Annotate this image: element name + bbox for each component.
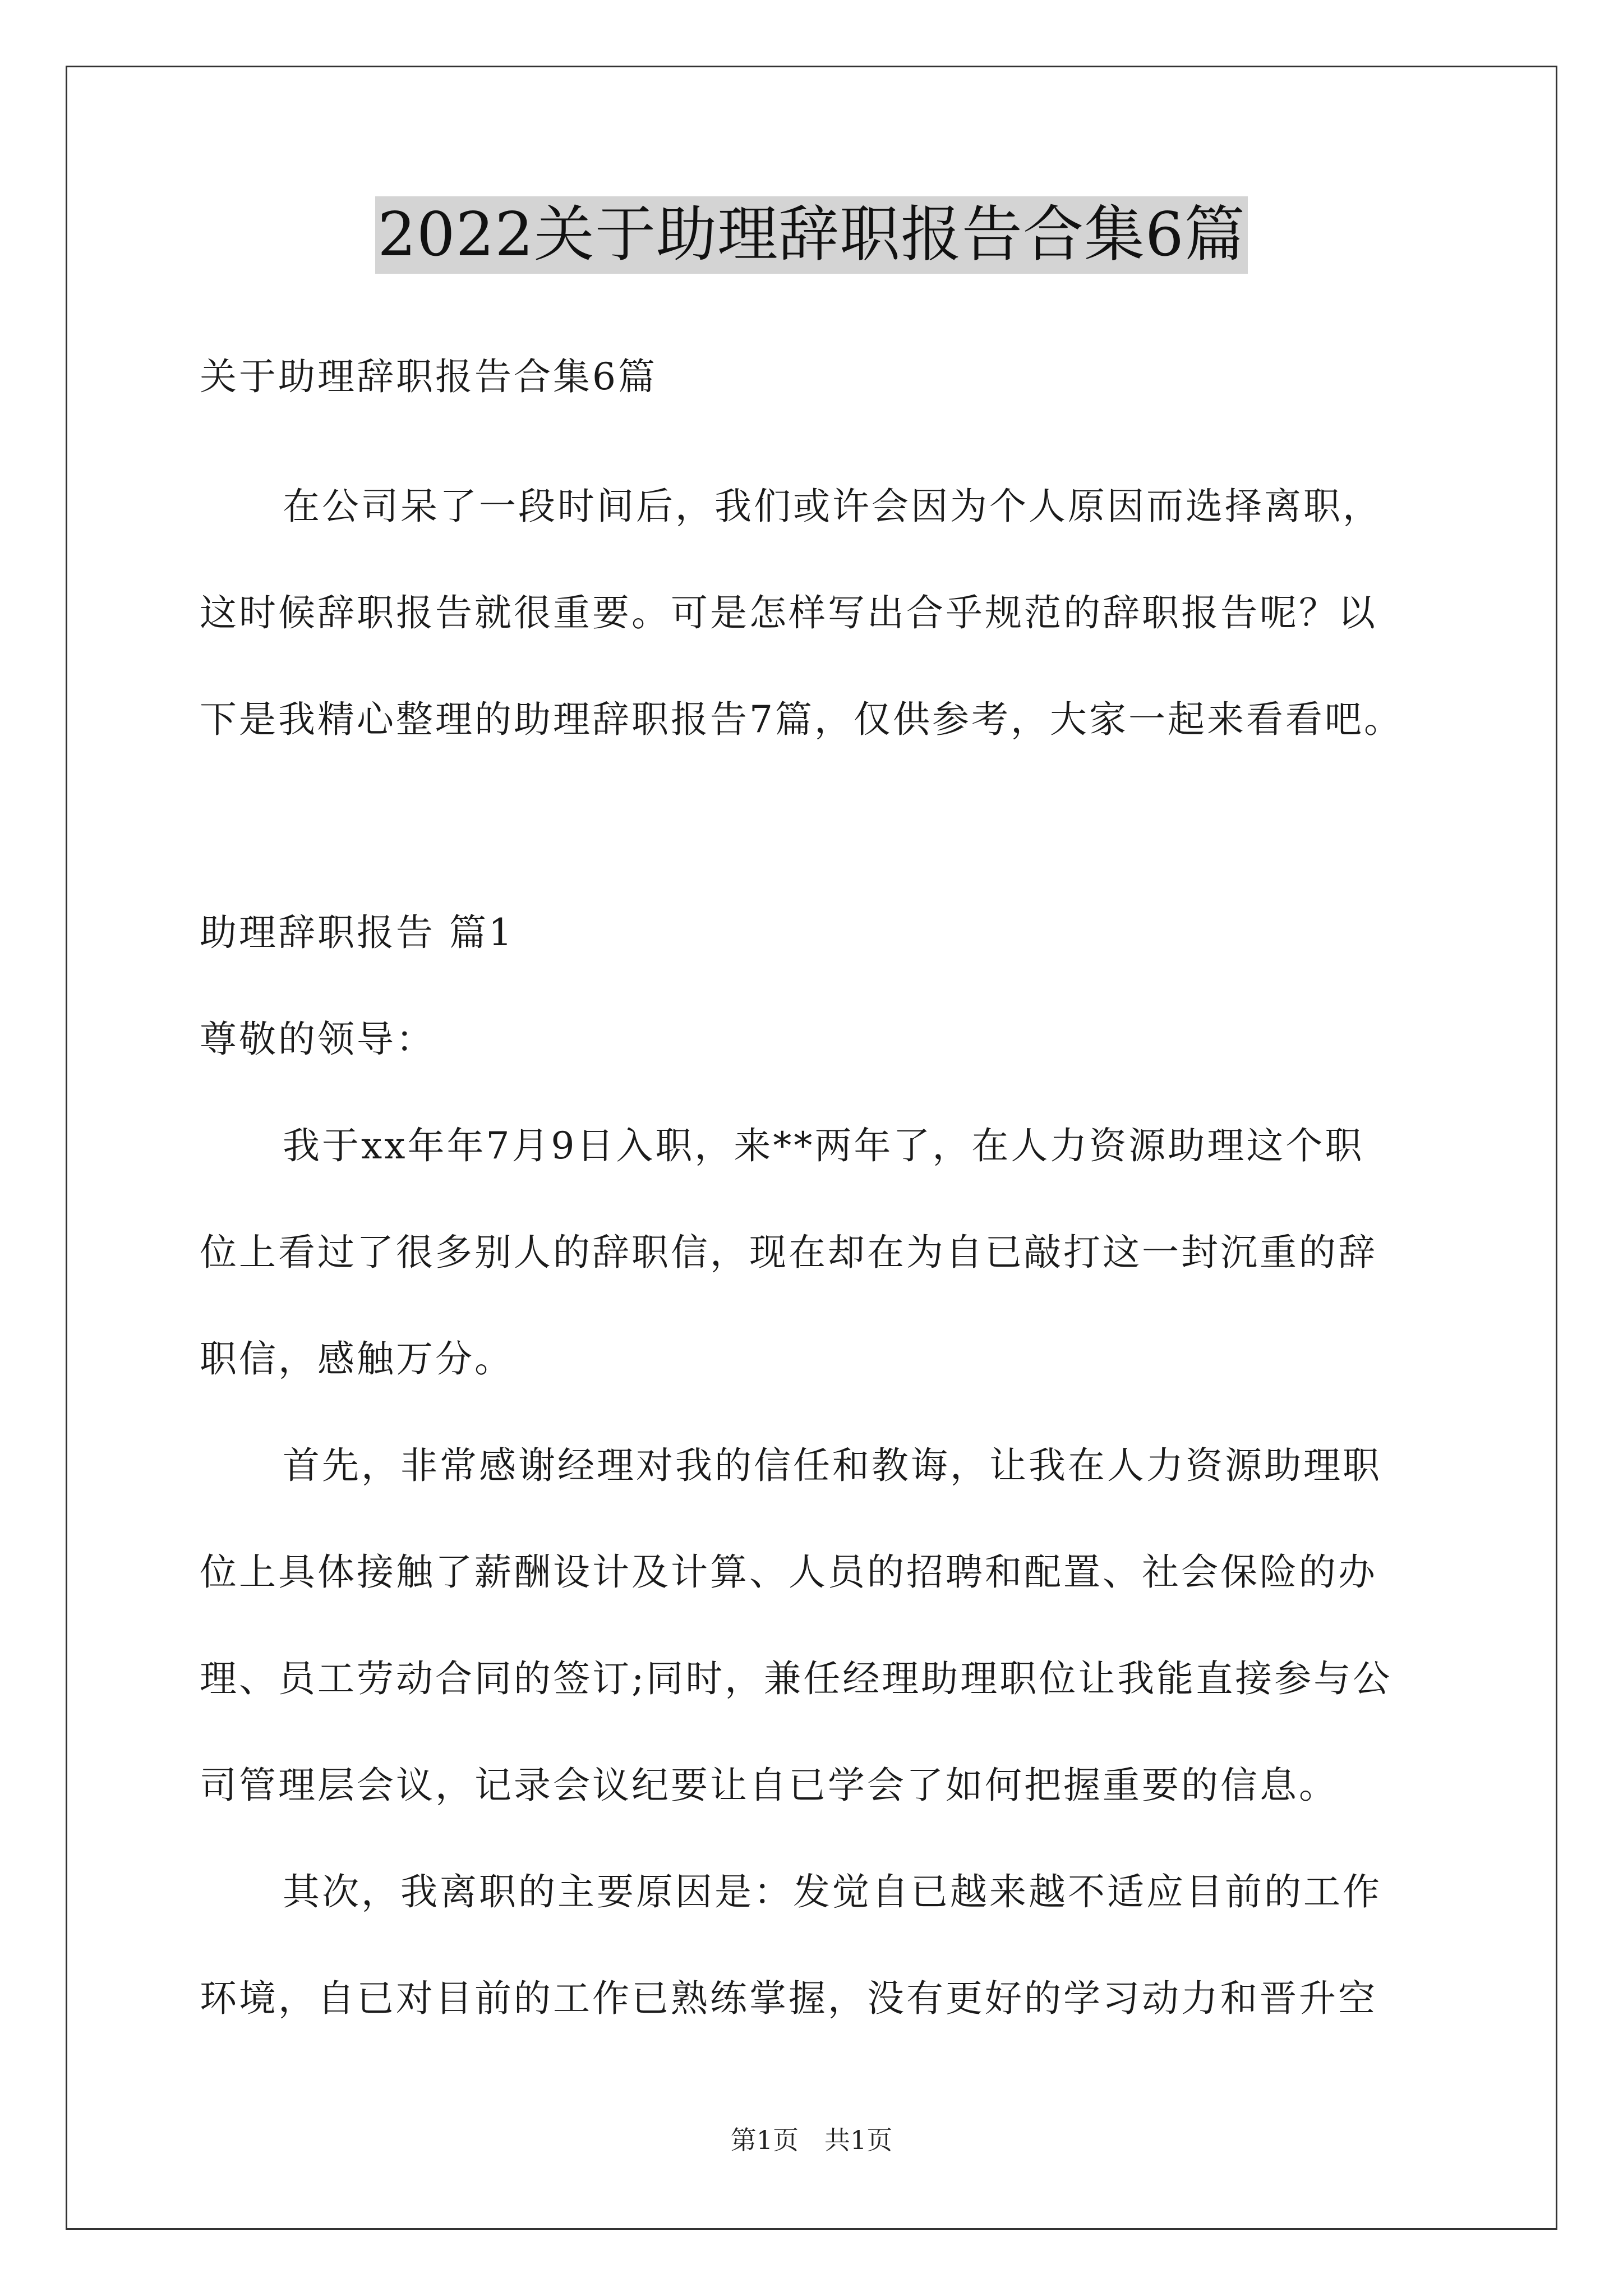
document-title: 2022关于助理辞职报告合集6篇 <box>375 196 1248 274</box>
paragraph-line: 司管理层会议，记录会议纪要让自已学会了如何把握重要的信息。 <box>200 1764 1338 1807</box>
paragraph-line: 理、员工劳动合同的签订;同时，兼任经理助理职位让我能直接参与公 <box>200 1657 1393 1700</box>
intro-line: 这时候辞职报告就很重要。可是怎样写出合乎规范的辞职报告呢？以 <box>200 591 1377 634</box>
paragraph-line: 职信，感触万分。 <box>200 1337 514 1381</box>
spacer <box>200 773 1433 880</box>
paragraph-line: 我于xx年年7月9日入职，来**两年了，在人力资源助理这个职 <box>283 1124 1364 1167</box>
salutation: 尊敬的领导： <box>200 1018 435 1061</box>
page-footer <box>0 2123 1623 2157</box>
section-heading: 助理辞职报告 篇1 <box>200 911 514 954</box>
intro-paragraph <box>200 453 1433 773</box>
paragraph-line: 首先，非常感谢经理对我的信任和教诲，让我在人力资源助理职 <box>283 1444 1382 1487</box>
body-paragraph-3 <box>200 1839 1433 2052</box>
intro-line: 在公司呆了一段时间后，我们或许会因为个人原因而选择离职， <box>283 485 1382 528</box>
paragraph-line: 位上具体接触了薪酬设计及计算、人员的招聘和配置、社会保险的办 <box>200 1550 1377 1594</box>
document-body <box>200 453 1433 2052</box>
paragraph-line: 位上看过了很多别人的辞职信，现在却在为自已敲打这一封沉重的辞 <box>200 1231 1377 1274</box>
paragraph-line: 环境，自已对目前的工作已熟练掌握，没有更好的学习动力和晋升空 <box>200 1977 1377 2020</box>
paragraph-line: 其次，我离职的主要原因是：发觉自已越来越不适应目前的工作 <box>283 1870 1382 1913</box>
page-total: 共1页 <box>824 2125 893 2155</box>
page-number: 第1页 <box>730 2125 799 2155</box>
intro-line: 下是我精心整理的助理辞职报告7篇，仅供参考，大家一起来看看吧。 <box>200 698 1403 741</box>
body-paragraph-1 <box>200 1093 1433 1412</box>
document-subtitle: 关于助理辞职报告合集6篇 <box>200 355 657 398</box>
body-paragraph-2 <box>200 1412 1433 1839</box>
title-wrapper <box>0 196 1623 274</box>
